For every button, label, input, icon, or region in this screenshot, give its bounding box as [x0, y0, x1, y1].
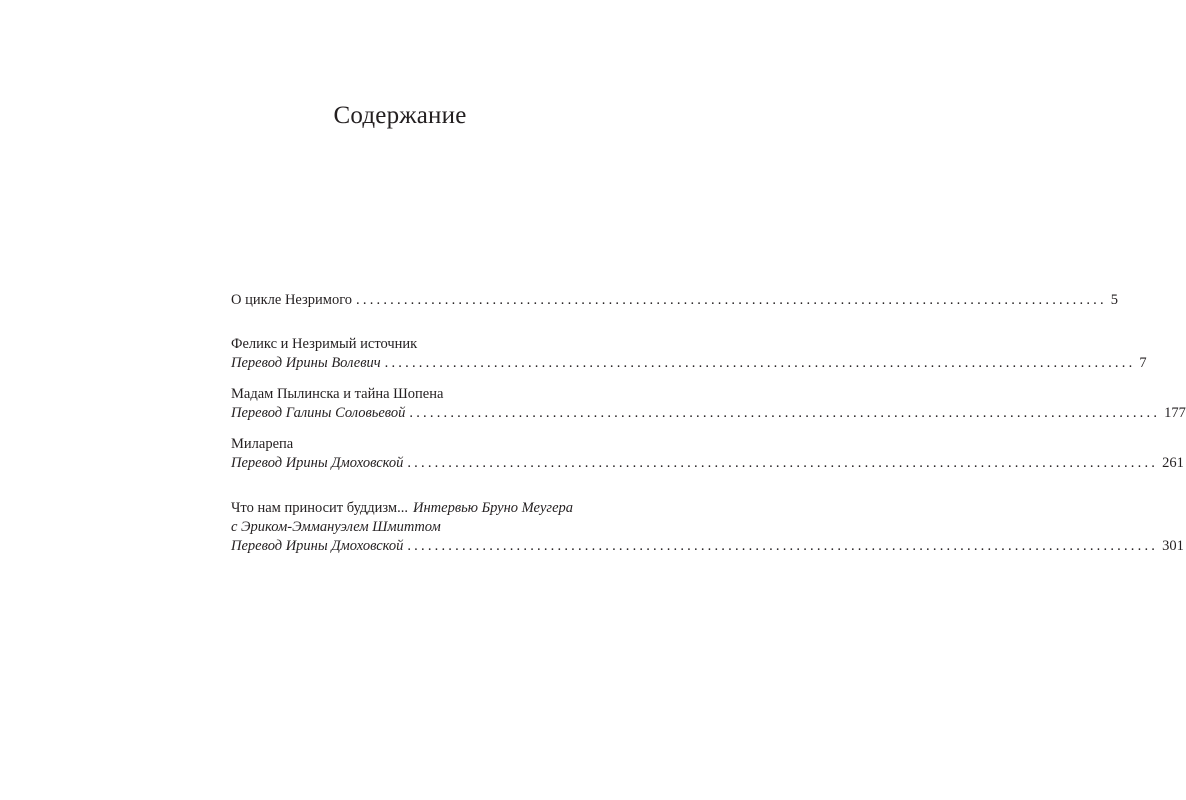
toc-line[interactable]	[231, 435, 597, 454]
toc-entry-subtitle: с Эриком-Эммануэлем Шмиттом	[231, 519, 441, 535]
toc-entry-title: Феликс и Незримый источник	[231, 336, 418, 352]
toc-leader-dots: ..............................................................................................................	[356, 292, 1107, 308]
toc-entry-translator: Перевод Ирины Волевич	[231, 355, 381, 371]
toc-page-number: 261	[1162, 455, 1184, 471]
toc-entry-title: Миларепа	[231, 436, 294, 452]
toc-line[interactable]	[231, 385, 597, 404]
toc-line[interactable]	[231, 499, 597, 518]
toc-line[interactable]	[231, 354, 1147, 373]
toc-leader-dots: ..............................................................................................................	[409, 405, 1161, 421]
toc-entry-milarepa	[231, 435, 1184, 473]
toc-entry-felix	[231, 335, 1147, 373]
toc-entry-translator: Перевод Ирины Дмоховской	[231, 455, 404, 471]
toc-entry-translator: Перевод Ирины Дмоховской	[231, 538, 404, 554]
toc-entry-title: Мадам Пылинска и тайна Шопена	[231, 386, 444, 402]
toc-page-number: 177	[1164, 405, 1186, 421]
page-title: Содержание	[333, 102, 467, 129]
toc-page-number: 5	[1110, 292, 1119, 308]
toc-entry-subtitle: Интервью Бруно Меугера	[413, 500, 574, 516]
toc-leader-dots: ..............................................................................................................	[384, 355, 1136, 371]
toc-line[interactable]	[231, 335, 597, 354]
toc-line[interactable]	[231, 454, 1184, 473]
toc-entry-translator: Перевод Галины Соловьевой	[231, 405, 406, 421]
toc-leader-dots: ..............................................................................................................	[407, 455, 1159, 471]
toc-line[interactable]	[231, 291, 1119, 310]
toc-line[interactable]	[231, 518, 597, 537]
toc-entry-buddhism-interview	[231, 499, 1184, 556]
toc-page-number: 301	[1162, 538, 1184, 554]
toc-entry-title: Что нам приносит буддизм...	[231, 500, 408, 516]
toc-line[interactable]	[231, 404, 1186, 423]
table-of-contents	[231, 291, 1186, 556]
toc-entry-title: О цикле Незримого	[231, 292, 353, 308]
toc-entry-about-cycle	[231, 291, 1119, 310]
toc-page-number: 7	[1139, 355, 1147, 371]
toc-entry-madam-pylinska	[231, 385, 1186, 423]
toc-line[interactable]	[231, 537, 1184, 556]
toc-leader-dots: ..............................................................................................................	[407, 538, 1159, 554]
